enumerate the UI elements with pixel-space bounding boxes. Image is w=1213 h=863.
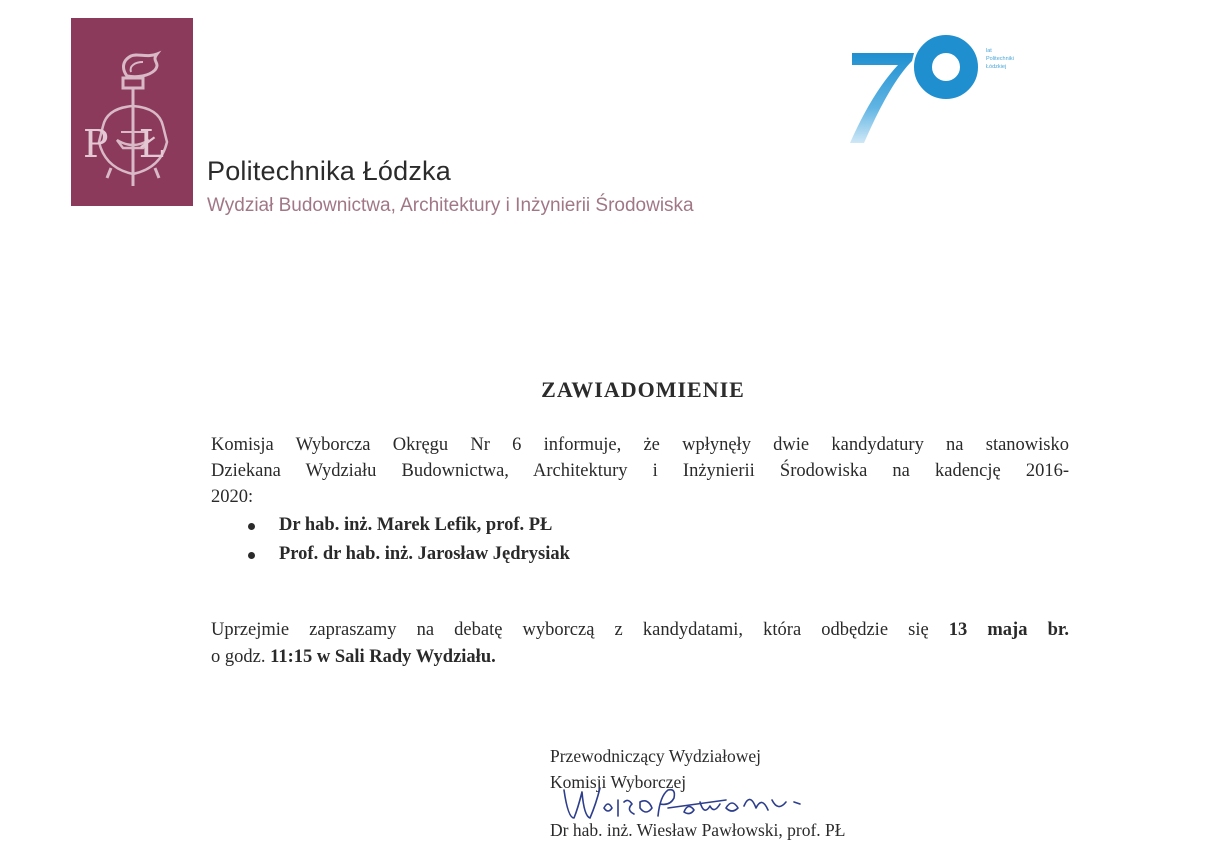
intro-line: Dziekana Wydziału Budownictwa, Architektury i Inżynierii Środowiska na kadencję 2016- xyxy=(211,461,1069,481)
invite-line xyxy=(211,617,1069,644)
debate-date: 13 maja br. xyxy=(948,620,1070,640)
logo-letters: PŁ xyxy=(83,122,194,166)
invitation-paragraph xyxy=(211,617,1069,671)
anniversary-caption xyxy=(986,47,1014,71)
signatory-name: Dr hab. inż. Wiesław Pawłowski, prof. PŁ xyxy=(550,820,846,840)
anniversary-logo xyxy=(850,35,1050,145)
seventy-icon xyxy=(850,35,990,145)
bullet-icon xyxy=(248,552,255,559)
intro-paragraph xyxy=(211,432,1069,510)
intro-line: Komisja Wyborcza Okręgu Nr 6 informuje, że wpłynęły dwie kandydatury na stanowisko xyxy=(211,435,1069,455)
anniversary-line: lat xyxy=(986,48,992,54)
signatory-role: Przewodniczący Wydziałowej xyxy=(550,746,761,766)
candidate-name: Prof. dr hab. inż. Jarosław Jędrysiak xyxy=(279,544,570,564)
bullet-icon xyxy=(248,523,255,530)
list-item xyxy=(246,540,570,569)
document-title: ZAWIADOMIENIE xyxy=(541,377,745,402)
signatory-role: Komisji Wyborczej xyxy=(550,772,687,792)
intro-line: 2020: xyxy=(211,487,254,507)
torch-emblem-icon xyxy=(71,18,193,206)
anniversary-line: Politechniki xyxy=(986,56,1014,62)
anniversary-line: Łódzkiej xyxy=(986,64,1007,70)
invite-line xyxy=(211,644,1069,671)
invite-text: o godz. xyxy=(211,647,266,667)
university-name: Politechnika Łódzka xyxy=(207,156,451,186)
list-item xyxy=(246,511,570,540)
candidate-name: Dr hab. inż. Marek Lefik, prof. PŁ xyxy=(279,515,553,535)
invite-text: Uprzejmie zapraszamy na debatę wyborczą z kandydatami, która odbędzie się xyxy=(211,620,929,640)
university-logo xyxy=(71,18,193,206)
candidate-list xyxy=(246,511,570,569)
debate-time-place: 11:15 w Sali Rady Wydziału. xyxy=(270,647,496,667)
faculty-name: Wydział Budownictwa, Architektury i Inżynierii Środowiska xyxy=(207,195,694,216)
